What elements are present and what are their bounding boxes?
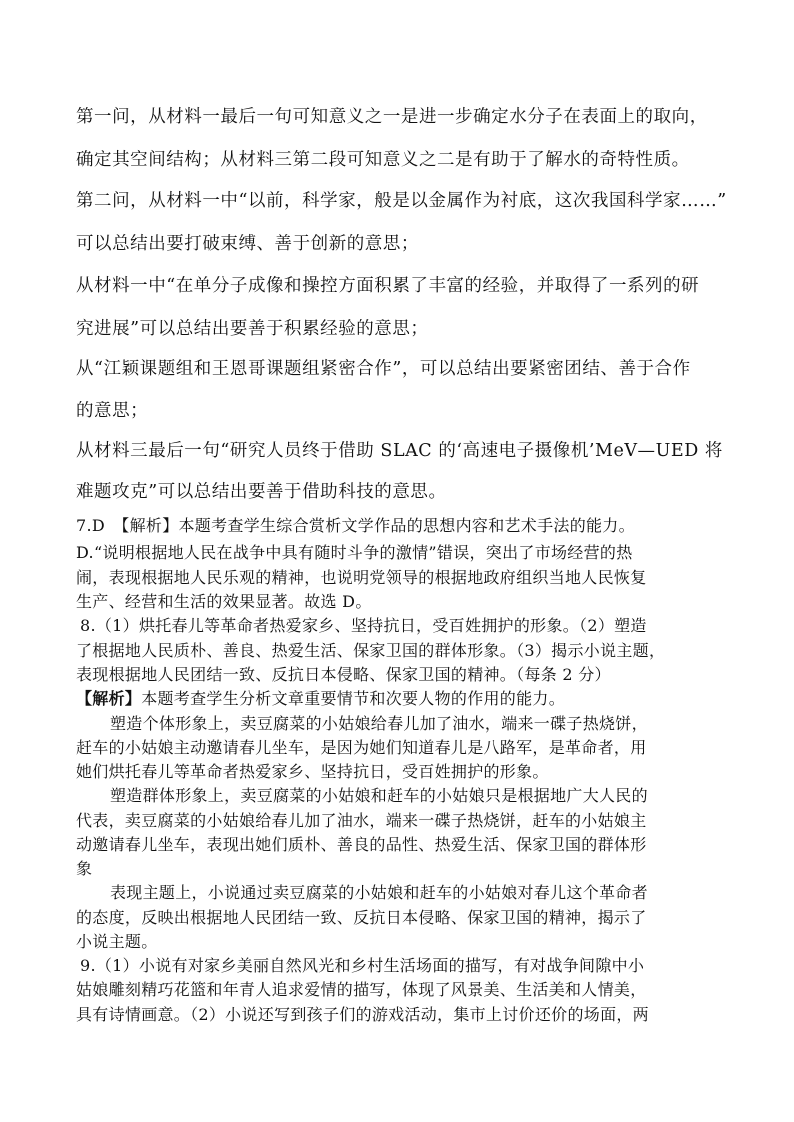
text-line: 究进展”可以总结出要善于积累经验的意思； xyxy=(76,319,429,339)
text-line: 的意思； xyxy=(76,401,149,421)
text-line: 从材料三最后一句“研究人员终于借助 SLAC 的‘高速电子摄像机’MeV—UED 将 xyxy=(76,441,723,461)
text-line: 具有诗情画意。（2）小说还写到孩子们的游戏活动，集市上讨价还价的场面，两 xyxy=(76,1005,649,1024)
text-line: 难题攻克”可以总结出要善于借助科技的意思。 xyxy=(76,482,447,502)
text-line: 确定其空间结构；从材料三第二段可知意义之二是有助于了解水的奇特性质。 xyxy=(76,150,690,170)
text-line: 小说主题。 xyxy=(76,932,158,951)
text-line: 表现主题上，小说通过卖豆腐菜的小姑娘和赶车的小姑娘对春儿这个革命者 xyxy=(110,883,648,902)
text-line: 赶车的小姑娘主动邀请春儿坐车，是因为她们知道春儿是八路军，是革命者，用 xyxy=(76,738,647,757)
text-line: 代表，卖豆腐菜的小姑娘给春儿加了油水，端来一碟子热烧饼，赶车的小姑娘主 xyxy=(76,811,647,830)
text-line: 第二问，从材料一中“以前，科学家，般是以金属作为衬底，这次我国科学家……” xyxy=(76,191,727,211)
analysis-label: 【解析】 xyxy=(76,689,142,708)
text-line: 动邀请春儿坐车，表现出她们质朴、善良的品性、热爱生活、保家卫国的群体形 xyxy=(76,835,647,854)
text-line: 塑造个体形象上，卖豆腐菜的小姑娘给春儿加了油水，端来一碟子热烧饼， xyxy=(110,714,648,733)
analysis-text: 本题考查学生分析文章重要情节和次要人物的作用的能力。 xyxy=(141,689,566,708)
text-line: 生产、经营和生活的效果显著。故选 D。 xyxy=(76,592,372,611)
text-line: 她们烘托春儿等革命者热爱家乡、坚持抗日，受百姓拥护的形象。 xyxy=(76,762,549,781)
text-line: D.“说明根据地人民在战争中具有随时斗争的激情”错误，突出了市场经营的热 xyxy=(76,543,633,562)
text-line: 了根据地人民质朴、善良、热爱生活、保家卫国的群体形象。（3）揭示小说主题， xyxy=(76,641,666,660)
text-line: 塑造群体形象上，卖豆腐菜的小姑娘和赶车的小姑娘只是根据地广大人民的 xyxy=(110,786,648,805)
text-line: 第一问，从材料一最后一句可知意义之一是进一步确定水分子在表面上的取向， xyxy=(76,107,708,127)
text-line: 的态度，反映出根据地人民团结一致、反抗日本侵略、保家卫国的精神，揭示了 xyxy=(76,908,647,927)
text-line: 9.（1）小说有对家乡美丽自然风光和乡村生活场面的描写，有对战争间隙中小 xyxy=(80,956,645,975)
text-line: 从材料一中“在单分子成像和操控方面积累了丰富的经验，并取得了一系列的研 xyxy=(76,276,700,296)
text-line: 姑娘雕刻精巧花篮和年青人追求爱情的描写，体现了风景美、生活美和人情美， xyxy=(76,980,647,999)
text-line: 闹，表现根据地人民乐观的精神，也说明党领导的根据地政府组织当地人民恢复 xyxy=(76,568,647,587)
text-line: 可以总结出要打破束缚、善于创新的意思； xyxy=(76,234,419,254)
text-line: 8.（1）烘托春儿等革命者热爱家乡、坚持抗日，受百姓拥护的形象。（2）塑造 xyxy=(80,616,647,635)
text-line xyxy=(76,691,565,707)
text-line: 象 xyxy=(76,859,93,878)
text-line: 表现根据地人民团结一致、反抗日本侵略、保家卫国的精神。（每条 2 分） xyxy=(76,665,611,684)
text-line: 从“江颖课题组和王恩哥课题组紧密合作”，可以总结出要紧密团结、善于合作 xyxy=(76,359,691,379)
text-line: 7.D 【解析】本题考查学生综合赏析文学作品的思想内容和艺术手法的能力。 xyxy=(76,516,635,535)
